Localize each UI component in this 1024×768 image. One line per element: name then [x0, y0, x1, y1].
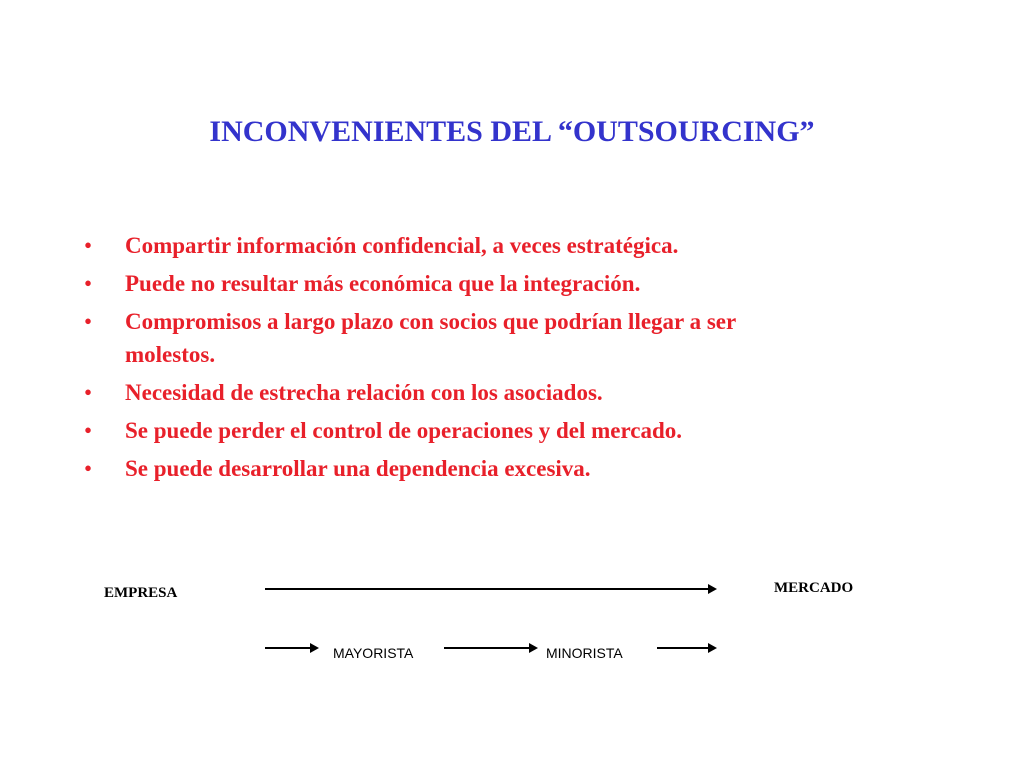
bullet-text: Puede no resultar más económica que la integración. [125, 271, 641, 296]
minorista-label: MINORISTA [546, 645, 623, 661]
bullet-marker: • [84, 271, 93, 296]
bullet-text: Se puede perder el control de operaciones y del mercado. [125, 418, 683, 443]
bullet-text: Compromisos a largo plazo con socios que podrían llegar a ser [125, 309, 737, 334]
bullet-item [84, 452, 914, 485]
channel-arrow-2 [444, 647, 536, 649]
bullet-marker: • [84, 380, 93, 405]
bullet-text: Necesidad de estrecha relación con los asociados. [125, 380, 603, 405]
empresa-label: EMPRESA [104, 585, 178, 601]
bullet-marker: • [84, 309, 93, 334]
bullet-marker: • [84, 233, 93, 258]
slide-title: INCONVENIENTES DEL “OUTSOURCING” [209, 115, 815, 148]
bullet-item [84, 305, 914, 371]
bullet-item [84, 229, 914, 262]
mercado-label: MERCADO [774, 580, 854, 596]
bullet-text: Se puede desarrollar una dependencia excesiva. [125, 456, 591, 481]
bullet-marker: • [84, 456, 93, 481]
bullet-list [84, 229, 914, 490]
bullet-text: Compartir información confidencial, a veces estratégica. [125, 233, 679, 258]
channel-arrow-3 [657, 647, 715, 649]
bullet-item [84, 267, 914, 300]
channel-arrow-1 [265, 647, 317, 649]
bullet-item [84, 376, 914, 409]
direct-channel-arrow [265, 588, 715, 590]
mayorista-label: MAYORISTA [333, 645, 414, 661]
bullet-text-continuation: molestos. [125, 342, 216, 367]
bullet-item [84, 414, 914, 447]
bullet-marker: • [84, 418, 93, 443]
